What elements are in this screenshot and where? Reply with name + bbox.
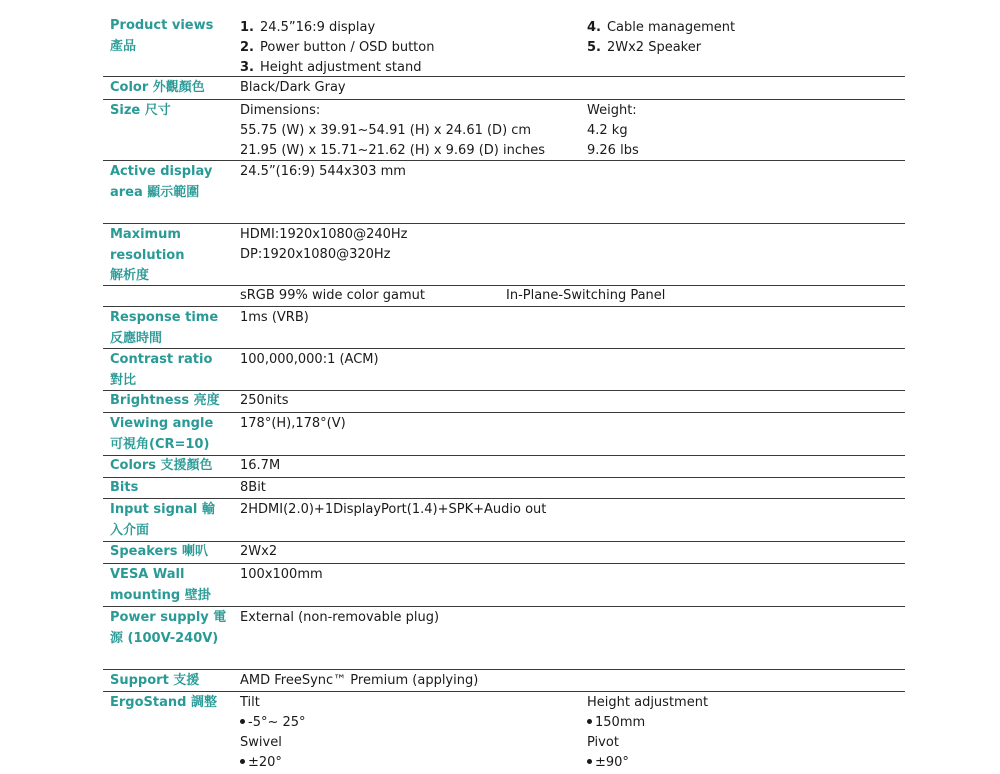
bullet-icon xyxy=(240,719,245,724)
dimensions-cm: 55.75 (W) x 39.91~54.91 (H) x 24.61 (D) cm xyxy=(240,123,532,138)
ergostand-label: ErgoStand 調整 xyxy=(110,695,217,710)
vesa-value: 100x100mm xyxy=(240,567,323,582)
speakers-value: 2Wx2 xyxy=(240,544,278,559)
color-label: Color 外觀顏色 xyxy=(110,80,205,95)
size-label: Size 尺寸 xyxy=(110,103,171,118)
row-input-signal xyxy=(103,499,905,542)
panel-type: In-Plane-Switching Panel xyxy=(506,288,666,303)
active-area-value: 24.5”(16:9) 544x303 mm xyxy=(240,164,406,179)
row-product-views xyxy=(103,16,905,77)
row-active-area xyxy=(103,161,905,224)
color-gamut: sRGB 99% wide color gamut xyxy=(240,288,425,303)
colors-value: 16.7M xyxy=(240,458,281,473)
colors-label: Colors 支援顏色 xyxy=(110,458,213,473)
response-time-label: Response time 反應時間 xyxy=(110,310,219,346)
support-value: AMD FreeSync™ Premium (applying) xyxy=(240,673,479,688)
row-max-resolution xyxy=(103,224,905,286)
tilt-item: -5°~ 25° xyxy=(240,713,306,733)
brightness-value: 250nits xyxy=(240,393,289,408)
row-power-supply xyxy=(103,607,905,670)
input-signal-label: Input signal 輸入介面 xyxy=(110,502,215,538)
row-ergostand xyxy=(103,692,905,774)
brightness-label: Brightness 亮度 xyxy=(110,393,220,408)
row-viewing-angle xyxy=(103,413,905,456)
product-view-item-2: 2. Power button / OSD button xyxy=(240,40,435,55)
contrast-label: Contrast ratio 對比 xyxy=(110,352,213,388)
bullet-icon xyxy=(587,759,592,764)
row-colors xyxy=(103,456,905,478)
row-bits xyxy=(103,478,905,499)
bits-label: Bits xyxy=(110,480,139,495)
vesa-label: VESA Wall mounting 壁掛 xyxy=(110,567,211,603)
speakers-label: Speakers 喇叭 xyxy=(110,544,209,559)
row-speakers xyxy=(103,542,905,564)
row-color xyxy=(103,77,905,100)
row-support xyxy=(103,670,905,692)
product-view-item-4: 4. Cable management xyxy=(587,20,736,35)
pivot-title: Pivot xyxy=(587,735,619,750)
height-adjustment-title: Height adjustment xyxy=(587,695,709,710)
weight-kg: 4.2 kg xyxy=(587,123,628,138)
row-vesa xyxy=(103,564,905,607)
weight-lbs: 9.26 lbs xyxy=(587,143,639,158)
color-value: Black/Dark Gray xyxy=(240,80,346,95)
active-area-label: Active display area 顯示範圍 xyxy=(110,164,213,200)
tilt-title: Tilt xyxy=(240,695,260,710)
product-view-item-3: 3. Height adjustment stand xyxy=(240,60,422,75)
spec-sheet xyxy=(103,16,905,774)
input-signal-value: 2HDMI(2.0)+1DisplayPort(1.4)+SPK+Audio out xyxy=(240,502,547,517)
swivel-item: ±20° xyxy=(240,753,282,773)
viewing-angle-label: Viewing angle 可視角(CR=10) xyxy=(110,416,214,452)
product-view-item-1: 1. 24.5”16:9 display xyxy=(240,20,376,35)
viewing-angle-value: 178°(H),178°(V) xyxy=(240,416,346,431)
row-panel xyxy=(103,286,905,307)
support-label: Support 支援 xyxy=(110,673,200,688)
pivot-item: ±90° xyxy=(587,753,629,773)
height-adjustment-item: 150mm xyxy=(587,713,645,733)
swivel-title: Swivel xyxy=(240,735,282,750)
weight-title: Weight: xyxy=(587,103,637,118)
product-views-label: Product views 產品 xyxy=(110,18,214,54)
max-resolution-label: Maximum resolution 解析度 xyxy=(110,227,185,283)
bits-value: 8Bit xyxy=(240,480,266,495)
power-supply-value: External (non-removable plug) xyxy=(240,610,440,625)
resolution-dp: DP:1920x1080@320Hz xyxy=(240,247,391,262)
bullet-icon xyxy=(587,719,592,724)
row-contrast xyxy=(103,349,905,391)
contrast-value: 100,000,000:1 (ACM) xyxy=(240,352,379,367)
row-size xyxy=(103,100,905,161)
bullet-icon xyxy=(240,759,245,764)
row-response-time xyxy=(103,307,905,349)
row-brightness xyxy=(103,391,905,413)
dimensions-inches: 21.95 (W) x 15.71~21.62 (H) x 9.69 (D) inches xyxy=(240,143,546,158)
resolution-hdmi: HDMI:1920x1080@240Hz xyxy=(240,227,408,242)
response-time-value: 1ms (VRB) xyxy=(240,310,309,325)
dimensions-title: Dimensions: xyxy=(240,103,321,118)
power-supply-label: Power supply 電源 (100V-240V) xyxy=(110,610,227,646)
product-view-item-5: 5. 2Wx2 Speaker xyxy=(587,40,702,55)
